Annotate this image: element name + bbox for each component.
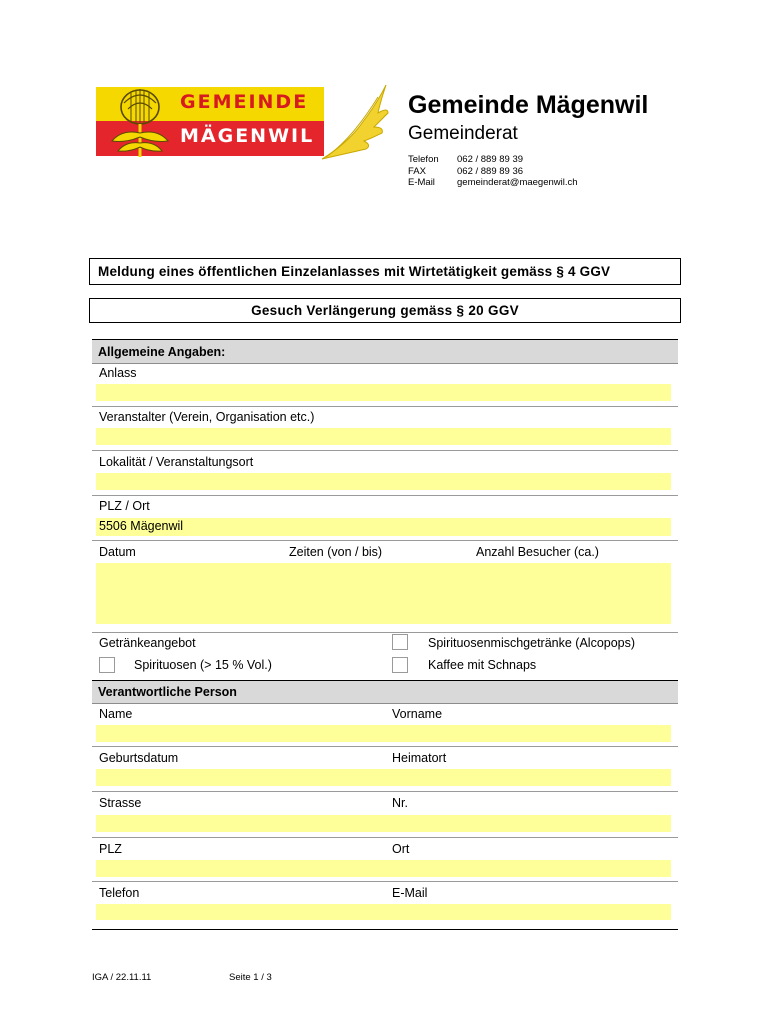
divider bbox=[92, 406, 678, 407]
plz-ort-person-field[interactable] bbox=[96, 860, 671, 877]
logo-text-line2: MÄGENWIL bbox=[180, 125, 315, 147]
vorname-label: Vorname bbox=[392, 707, 443, 721]
contact-phone bbox=[408, 154, 578, 166]
email-label: E-Mail bbox=[392, 886, 428, 900]
footer-page-number: Seite 1 / 3 bbox=[229, 972, 272, 983]
poppy-emblem-icon bbox=[104, 85, 176, 159]
divider bbox=[92, 791, 678, 792]
besucher-label: Anzahl Besucher (ca.) bbox=[476, 545, 599, 559]
geburtsdatum-heimatort-field[interactable] bbox=[96, 769, 671, 786]
divider bbox=[92, 632, 678, 633]
contact-label: Telefon bbox=[408, 154, 439, 165]
alcopops-label: Spirituosenmischgetränke (Alcopops) bbox=[428, 636, 636, 650]
logo-text-line1: GEMEINDE bbox=[180, 91, 309, 113]
contact-block bbox=[408, 154, 578, 189]
contact-label: FAX bbox=[408, 165, 426, 177]
divider bbox=[92, 540, 678, 541]
datum-zeiten-besucher-field[interactable] bbox=[96, 563, 671, 624]
spirituosen-label: Spirituosen (> 15 % Vol.) bbox=[134, 658, 272, 672]
plz-ort-label: PLZ / Ort bbox=[99, 499, 150, 513]
name-label: Name bbox=[99, 707, 133, 721]
divider bbox=[92, 495, 678, 496]
contact-label: E-Mail bbox=[408, 177, 435, 188]
divider bbox=[92, 746, 678, 747]
contact-value: 062 / 889 89 36 bbox=[457, 165, 524, 177]
kaffee-schnaps-label: Kaffee mit Schnaps bbox=[428, 658, 537, 672]
geburtsdatum-label: Geburtsdatum bbox=[99, 751, 179, 765]
plz-ort-field[interactable] bbox=[96, 518, 671, 536]
form-title: Meldung eines öffentlichen Einzelanlasses mit Wirtetätigkeit gemäss § 4 GGV bbox=[89, 258, 681, 285]
veranstalter-field[interactable] bbox=[96, 428, 671, 445]
veranstalter-label: Veranstalter (Verein, Organisation etc.) bbox=[99, 410, 315, 424]
alcopops-checkbox[interactable] bbox=[392, 634, 408, 650]
divider bbox=[92, 837, 678, 838]
strasse-nr-field[interactable] bbox=[96, 815, 671, 832]
contact-fax bbox=[408, 166, 578, 178]
form-subtitle: Gesuch Verlängerung gemäss § 20 GGV bbox=[89, 298, 681, 323]
plz-label: PLZ bbox=[99, 842, 122, 856]
zeiten-label: Zeiten (von / bis) bbox=[289, 545, 383, 559]
leaf-icon bbox=[318, 83, 390, 163]
page-title: Gemeinde Mägenwil bbox=[408, 91, 649, 119]
section-person-heading: Verantwortliche Person bbox=[92, 680, 678, 704]
drinks-label: Getränkeangebot bbox=[99, 636, 196, 650]
divider bbox=[92, 881, 678, 882]
divider bbox=[92, 450, 678, 451]
nr-label: Nr. bbox=[392, 796, 408, 810]
contact-value: 062 / 889 89 39 bbox=[457, 154, 524, 165]
anlass-label: Anlass bbox=[99, 366, 137, 380]
contact-value[interactable]: gemeinderat@maegenwil.ch bbox=[457, 177, 578, 188]
ort-label: Ort bbox=[392, 842, 410, 856]
lokalitaet-field[interactable] bbox=[96, 473, 671, 490]
municipality-logo bbox=[96, 85, 392, 161]
page-subtitle: Gemeinderat bbox=[408, 123, 518, 144]
strasse-label: Strasse bbox=[99, 796, 142, 810]
section-general-heading: Allgemeine Angaben: bbox=[92, 339, 678, 364]
plz-ort-value: 5506 Mägenwil bbox=[99, 519, 184, 533]
spirituosen-checkbox[interactable] bbox=[99, 657, 115, 673]
contact-email bbox=[408, 177, 578, 189]
anlass-field[interactable] bbox=[96, 384, 671, 401]
footer-doc-id: IGA / 22.11.11 bbox=[92, 972, 152, 983]
datum-label: Datum bbox=[99, 545, 136, 559]
heimatort-label: Heimatort bbox=[392, 751, 447, 765]
telefon-label: Telefon bbox=[99, 886, 140, 900]
telefon-email-field[interactable] bbox=[96, 904, 671, 920]
lokalitaet-label: Lokalität / Veranstaltungsort bbox=[99, 455, 254, 469]
kaffee-schnaps-checkbox[interactable] bbox=[392, 657, 408, 673]
name-vorname-field[interactable] bbox=[96, 725, 671, 742]
form-bottom-rule bbox=[92, 929, 678, 930]
